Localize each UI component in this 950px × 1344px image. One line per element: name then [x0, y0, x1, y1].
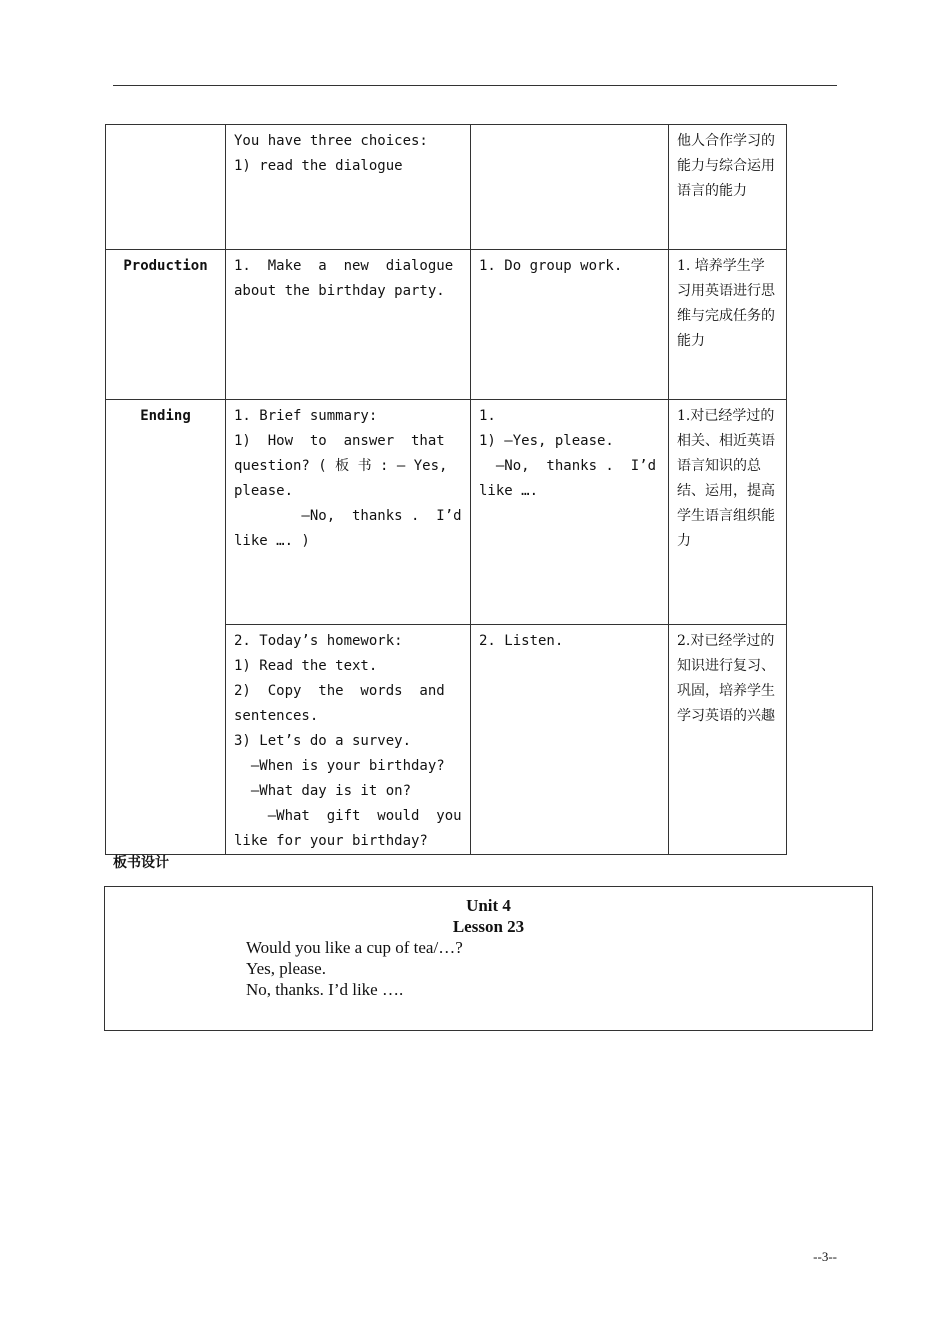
board-line: Would you like a cup of tea/…? [246, 938, 463, 957]
student-activity-cell [471, 250, 669, 400]
page-number: --3-- [813, 1249, 837, 1264]
table-row [106, 125, 787, 250]
text-line: 1) How to answer that [234, 433, 445, 449]
board-unit-title: Unit 4 [466, 896, 511, 915]
text-line: please. [234, 483, 294, 499]
teacher-activity-cell [226, 250, 471, 400]
student-activity-cell [471, 125, 669, 250]
teacher-activity-cell [226, 125, 471, 250]
text-line: like …. ) [234, 533, 310, 549]
board-lesson-title: Lesson 23 [452, 917, 525, 936]
board-design-heading: 板书设计 [113, 855, 169, 871]
stage-cell: Ending [106, 400, 226, 855]
header-rule [113, 85, 837, 86]
text-line: 1) —Yes, please. [479, 433, 614, 449]
text-line: 2. Listen. [479, 633, 564, 649]
teacher-activity-cell [226, 625, 471, 855]
table-row [106, 400, 787, 625]
text-line: 1. [479, 408, 496, 424]
text-line: like for your birthday? [234, 833, 428, 849]
text-line: —What day is it on? [234, 783, 412, 799]
purpose-cell: 他人合作学习的能力与综合运用语言的能力 [669, 125, 787, 250]
blackboard-design-box [104, 886, 873, 1031]
student-activity-cell [471, 400, 669, 625]
text-line: —What gift would you [234, 808, 462, 824]
text-line: 1) read the dialogue [234, 158, 403, 174]
text-line: 3) Let’s do a survey. [234, 733, 412, 749]
text-line: 2) Copy the words and [234, 683, 445, 699]
text-line: 1) Read the text. [234, 658, 378, 674]
text-line: 2. Today’s homework: [234, 633, 403, 649]
table-row [106, 250, 787, 400]
stage-cell [106, 125, 226, 250]
text-line: question? ( 板 书 : — Yes, [234, 458, 448, 474]
student-activity-cell [471, 625, 669, 855]
purpose-cell: 1.对已经学过的相关、相近英语语言知识的总结、运用，提高学生语言组织能力 [669, 400, 787, 625]
lesson-plan-table [105, 124, 787, 855]
text-line: about the birthday party. [234, 283, 445, 299]
purpose-cell: 1. 培养学生学习用英语进行思维与完成任务的能力 [669, 250, 787, 400]
text-line: sentences. [234, 708, 319, 724]
text-line: like …. [479, 483, 539, 499]
purpose-cell: 2.对已经学过的知识进行复习、巩固，培养学生学习英语的兴趣 [669, 625, 787, 855]
text-line: —No, thanks . I’d [479, 458, 657, 474]
teacher-activity-cell [226, 400, 471, 625]
text-line: 1. Make a new dialogue [234, 258, 454, 274]
text-line: —No, thanks . I’d [234, 508, 462, 524]
text-line: You have three choices: [234, 133, 428, 149]
board-line: Yes, please. [246, 959, 326, 978]
board-line: No, thanks. I’d like …. [246, 980, 404, 999]
text-line: 1. Do group work. [479, 258, 623, 274]
text-line: —When is your birthday? [234, 758, 445, 774]
stage-cell: Production [106, 250, 226, 400]
text-line: 1. Brief summary: [234, 408, 378, 424]
